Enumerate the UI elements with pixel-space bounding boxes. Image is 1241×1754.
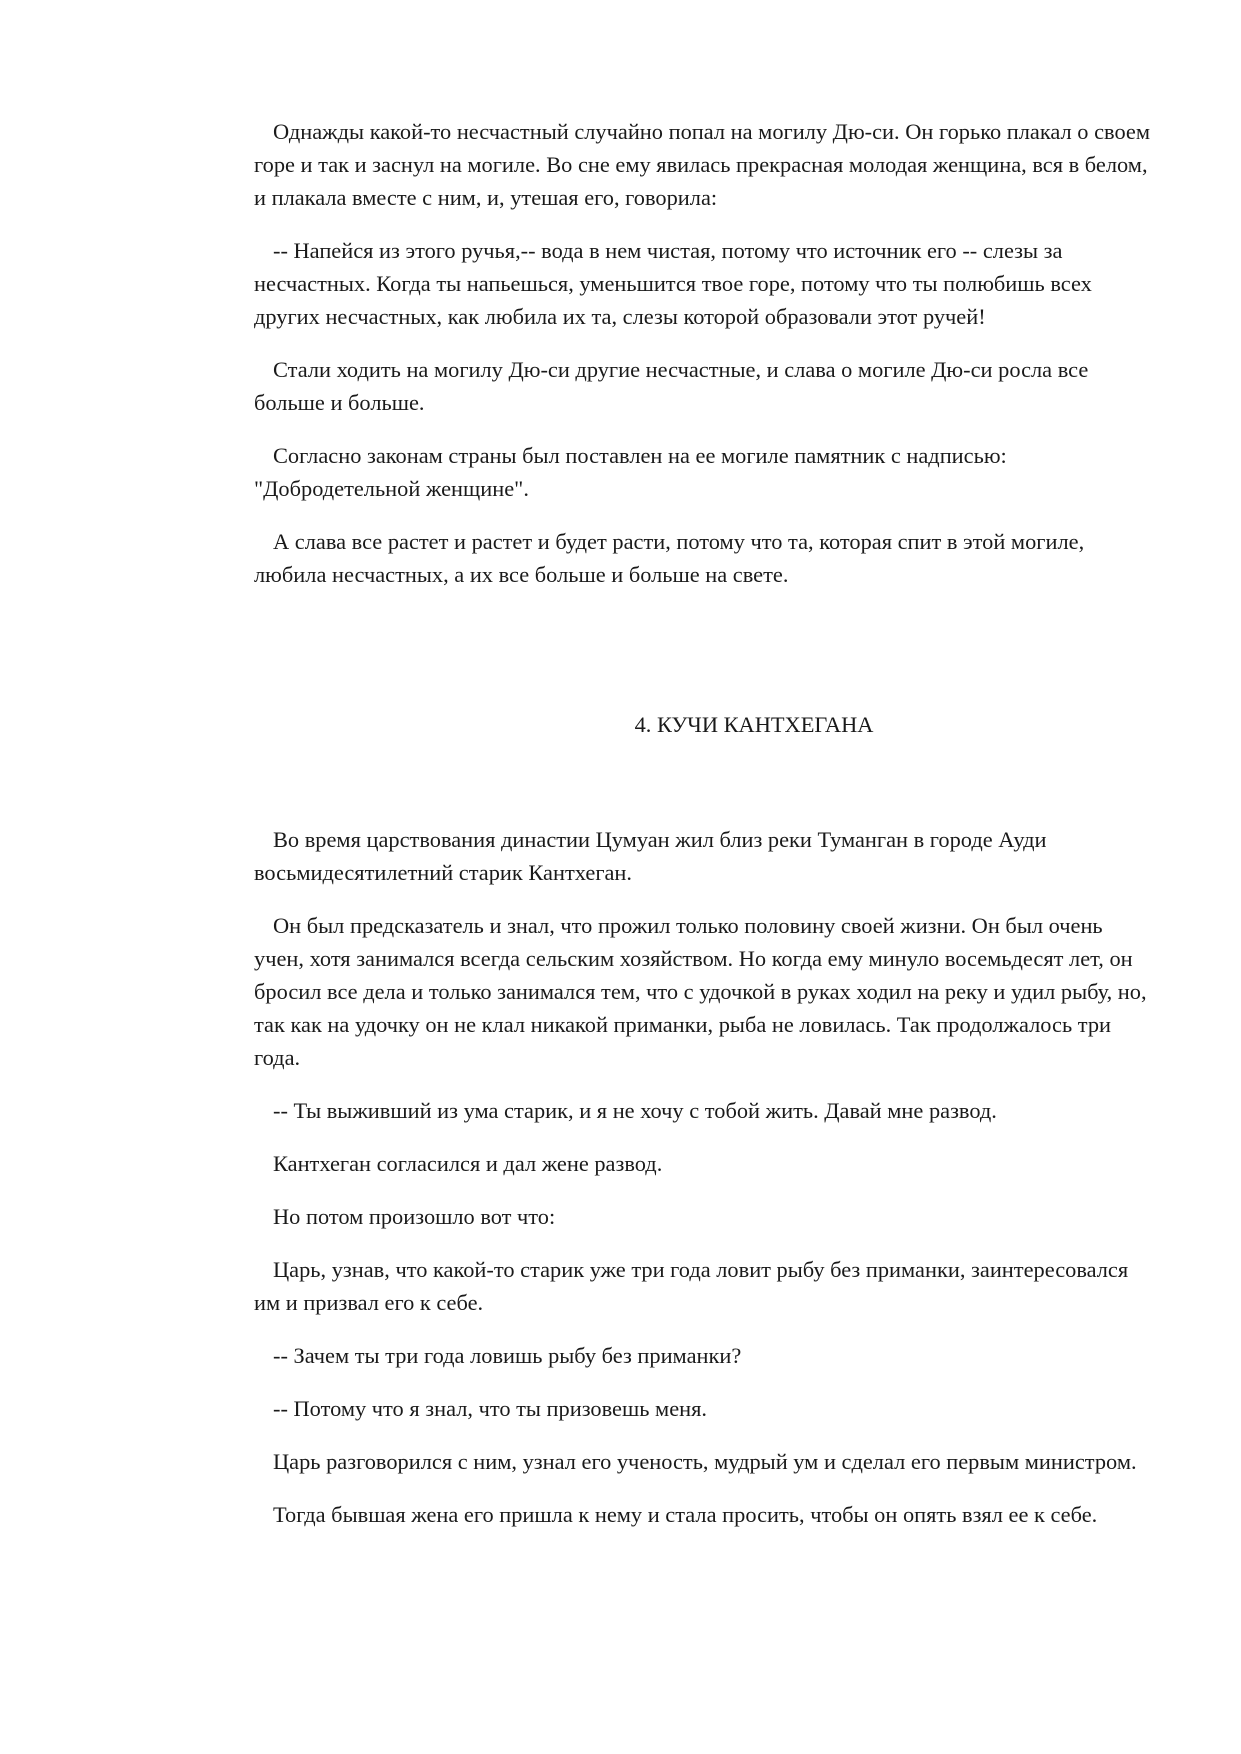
paragraph: Стали ходить на могилу Дю-си другие несчастные, и слава о могиле Дю-си росла все больше и больше. — [254, 357, 1089, 415]
paragraph: -- Напейся из этого ручья,-- вода в нем чистая, потому что источник его -- слезы за несчастных. Когда ты напьешься, уменьшится твое горе, потому что ты полюбишь всех других несчастных, как любила их та, слезы которой образовали этот ручей! — [254, 238, 1092, 329]
paragraph: Царь разговорился с ним, узнал его ученость, мудрый ум и сделал его первым министром. — [273, 1449, 1137, 1474]
paragraph: Тогда бывшая жена его пришла к нему и стала просить, чтобы он опять взял ее к себе. — [273, 1502, 1098, 1527]
paragraph: Согласно законам страны был поставлен на ее могиле памятник с надписью: "Добродетельной женщине". — [254, 443, 1007, 501]
paragraph: Кантхеган согласился и дал жене развод. — [273, 1151, 663, 1176]
paragraph: -- Зачем ты три года ловишь рыбу без приманки? — [273, 1343, 742, 1368]
paragraph: А слава все растет и растет и будет расти, потому что та, которая спит в этой могиле, любила несчастных, а их все больше и больше на свете. — [254, 529, 1085, 587]
paragraph: Он был предсказатель и знал, что прожил только половину своей жизни. Он был очень учен, хотя занимался всегда сельским хозяйством. Но когда ему минуло восемьдесят лет, он бросил все дела и только занимался тем, что с удочкой в руках ходил на реку и удил рыбу, но, так как на удочку он не клал никакой приманки, рыба не ловилась. Так продолжалось три года. — [254, 913, 1147, 1070]
text-column-top — [254, 115, 1154, 611]
paragraph: Однажды какой-то несчастный случайно попал на могилу Дю-си. Он горько плакал о своем горе и так и заснул на могиле. Во сне ему явилась прекрасная молодая женщина, вся в белом, и плакала вместе с ним, и, утешая его, говорила: — [254, 119, 1151, 210]
paragraph: Во время царствования династии Цумуан жил близ реки Туманган в городе Ауди восьмидесятилетний старик Кантхеган. — [254, 827, 1047, 885]
paragraph: -- Ты выживший из ума старик, и я не хочу с тобой жить. Давай мне развод. — [273, 1098, 997, 1123]
text-column-bottom — [254, 823, 1154, 1551]
paragraph: Царь, узнав, что какой-то старик уже три года ловит рыбу без приманки, заинтересовался им и призвал его к себе. — [254, 1257, 1129, 1315]
paragraph: -- Потому что я знал, что ты призовешь меня. — [273, 1396, 708, 1421]
chapter-title: 4. КУЧИ КАНТХЕГАНА — [634, 712, 874, 737]
paragraph: Но потом произошло вот что: — [273, 1204, 556, 1229]
